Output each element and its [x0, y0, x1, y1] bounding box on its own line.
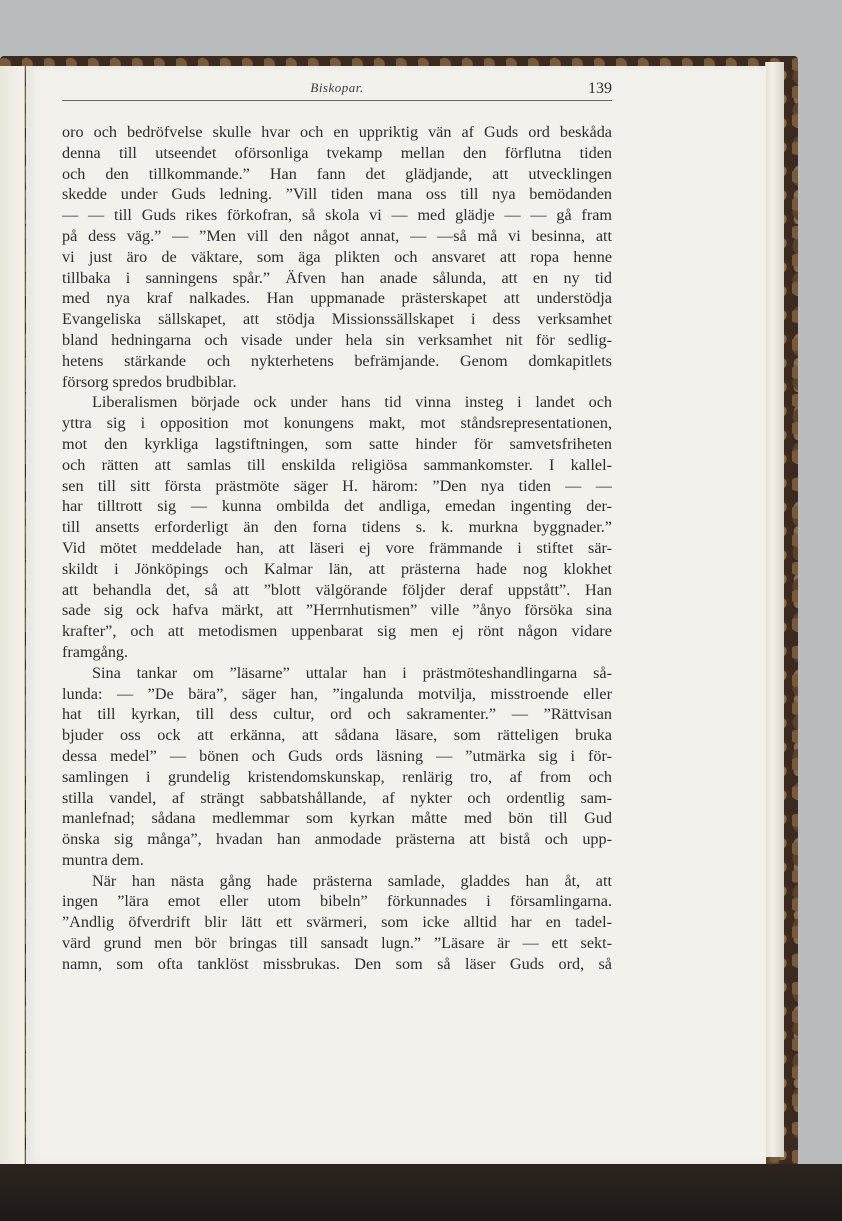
text-line: tillbaka i sanningens spår.” Äfven han anade sålunda, att en ny tid [62, 268, 612, 287]
text-line: till ansetts erforderligt än den forna tidens s. k. murkna byggnader.” [62, 518, 612, 537]
text-line: att behandla det, så att ”blott välgörande följder deraf uppstått”. Han [62, 580, 612, 599]
text-line: krafter”, och att metodismen uppenbarat sig men ej rönt någon vidare [62, 622, 612, 641]
page-edges [765, 62, 784, 1157]
text-line: manlefnad; sådana medlemmar som kyrkan måtte med bön till Gud [62, 809, 612, 828]
text-line: Evangeliska sällskapet, att stödja Missionssällskapet i dess verksamhet [62, 310, 612, 329]
text-line: lunda: — ”De bära”, säger han, ”ingalunda motvilja, misstroende eller [62, 684, 612, 703]
text-line: och den tillkommande.” Han fann det glädjande, att utvecklingen [62, 164, 612, 183]
text-line: framgång. [62, 642, 129, 661]
text-line: — — till Guds rikes förkofran, så skola vi — med glädje — — gå fram [62, 206, 612, 225]
text-line: muntra dem. [62, 850, 144, 869]
text-line: hat till kyrkan, till dess cultur, ord och sakramenter.” — ”Rättvisan [62, 705, 612, 724]
text-line: dessa medel” — bönen och Guds ords läsning — ”utmärka sig i för- [62, 746, 612, 765]
text-line: Vid mötet meddelade han, att läseri ej vore främmande i stiftet sär- [62, 538, 612, 557]
text-line: Sina tankar om ”läsarne” uttalar han i prästmöteshandlingarna så- [92, 663, 612, 682]
body-text [62, 122, 612, 975]
text-line: sen till sitt första prästmöte säger H. härom: ”Den nya tiden — — [62, 476, 612, 495]
text-line: har tilltrott sig — kunna ombilda det andliga, emedan ingenting der- [62, 497, 612, 516]
text-line: oro och bedröfvelse skulle hvar och en uppriktig vän af Guds ord beskåda [62, 123, 612, 141]
text-line: och rätten att samlas till enskilda religiösa sammankomster. I kallel- [62, 455, 612, 474]
text-line: ”Andlig öfverdrift blir lätt ett svärmeri, som icke alltid har en tadel- [62, 913, 612, 932]
text-line: denna till utseendet oförsonliga tvekamp mellan den förflutna tiden [62, 143, 612, 162]
text-line: yttra sig i opposition mot konungens makt, mot ståndsrepresentationen, [62, 414, 612, 433]
page-number: 139 [588, 80, 612, 97]
running-header [62, 78, 612, 101]
text-line: mot den kyrkliga lagstiftningen, som satte hinder för samvetsfriheten [62, 434, 612, 453]
text-line: bjuder oss ock att erkänna, att sådana läsare, som rätteligen bruka [62, 726, 612, 745]
text-line: samlingen i grundelig kristendomskunskap, renlärig tro, af from och [62, 767, 612, 786]
text-line: värd grund men bör bringas till sansadt lugn.” ”Läsare är — ett sekt- [62, 934, 612, 953]
text-line: på dess väg.” — ”Men vill den något annat, — —så må vi besinna, att [62, 226, 612, 245]
text-line: skildt i Jönköpings och Kalmar län, att prästerna hade nog klokhet [62, 559, 612, 578]
facing-page-edge [0, 66, 25, 1164]
text-line: med nya kraf nalkades. Han uppmanade prästerskapet att understödja [62, 289, 612, 308]
text-line: bland hedningarna och visade under hela sin verksamhet nit för sedlig- [62, 330, 612, 349]
text-line: försorg spredos brudbiblar. [62, 372, 237, 391]
text-line: hetens stärkande och nykterhetens befrämjande. Genom domkapitlets [62, 351, 612, 370]
text-line: sade sig ock hafva märkt, att ”Herrnhutismen” ville ”ånyo försöka sina [62, 601, 612, 620]
background-shadow [0, 1164, 842, 1221]
text-line: skedde under Guds ledning. ”Vill tiden mana oss till nya bemödanden [62, 185, 612, 204]
text-line: ingen ”lära emot eller utom bibeln” förkunnades i församlingarna. [62, 892, 612, 911]
text-line: önska sig många”, hvadan han anmodade prästerna att bistå och upp- [62, 830, 612, 849]
text-line: stilla vandel, af strängt sabbatshållande, af nykter och ordentlig sam- [62, 788, 612, 807]
text-line: namn, som ofta tanklöst missbrukas. Den som så läser Guds ord, så [62, 954, 612, 973]
text-line: Liberalismen började ock under hans tid vinna insteg i landet och [92, 393, 612, 412]
text-line: vi just äro de väktare, som äga plikten och ansvaret att ropa henne [62, 247, 612, 266]
running-title: Biskopar. [310, 80, 364, 95]
text-line: När han nästa gång hade prästerna samlade, gladdes han åt, att [92, 871, 612, 890]
